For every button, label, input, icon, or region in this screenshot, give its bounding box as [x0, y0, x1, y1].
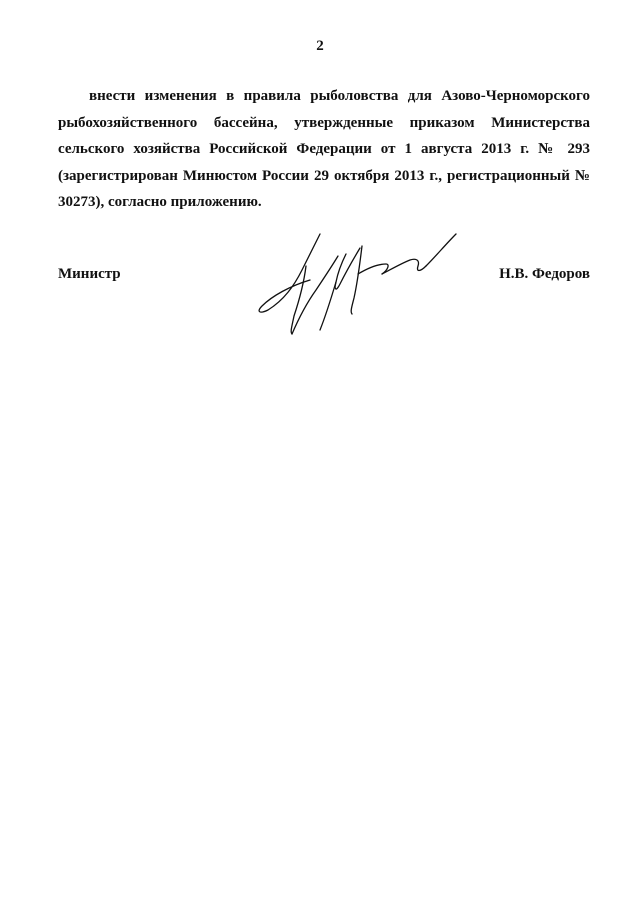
body-paragraph: внести изменения в правила рыболовства для Азово-Черноморского рыбохозяйственного бассейна, утвержденные приказом Министерства сельского хозяйства Российской Федерации от 1 августа 2013 г. № 293 (зарегистрирован Минюстом России 29 октября 2013 г., регистрационный № 30273), согласно приложению.	[58, 88, 590, 210]
signatory-name: Н.В. Федоров	[499, 266, 590, 282]
page-number: 2	[316, 38, 324, 54]
signatory-position: Министр	[58, 266, 121, 282]
handwritten-signature-icon	[250, 222, 472, 344]
